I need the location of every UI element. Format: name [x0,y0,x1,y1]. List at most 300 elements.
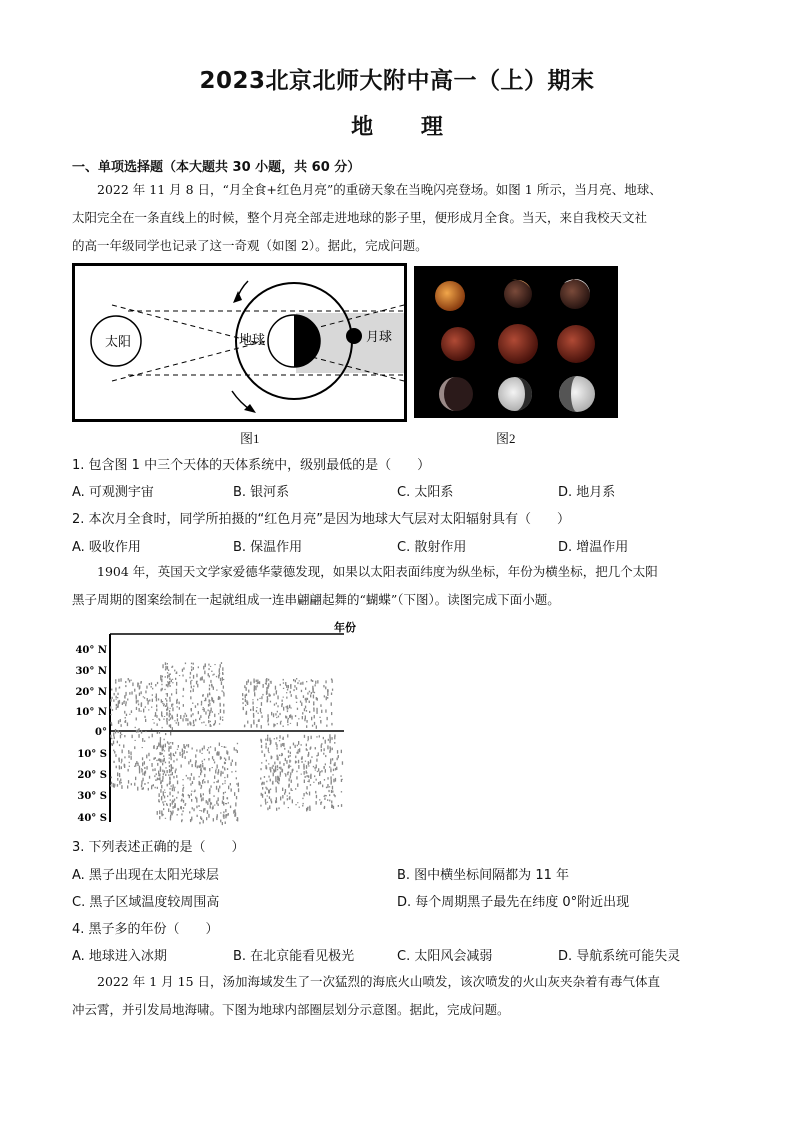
sunspot-speck [253,708,254,711]
sunspot-speck [214,776,215,779]
sunspot-speck [306,771,307,774]
sunspot-speck [176,689,177,691]
sunspot-speck [213,818,214,821]
question-2-option-c[interactable]: C. 散射作用 [397,540,467,555]
sunspot-speck [195,765,196,767]
sunspot-speck [318,768,319,771]
sunspot-speck [114,784,115,787]
sunspot-speck [222,717,223,718]
sunspot-speck [203,722,204,724]
sunspot-speck [185,803,186,804]
sunspot-speck [136,730,137,733]
sunspot-speck [113,741,114,745]
sunspot-speck [163,755,164,757]
sunspot-speck [199,810,200,811]
sunspot-speck [179,702,180,705]
sunspot-speck [319,799,320,800]
sunspot-speck [157,811,158,815]
question-3-option-a[interactable]: A. 黑子出现在太阳光球层 [72,868,219,883]
sunspot-speck [267,737,268,741]
sunspot-speck [225,780,226,781]
question-3-option-d[interactable]: D. 每个周期黑子最先在纬度 0°附近出现 [397,895,630,910]
sunspot-speck [167,693,168,697]
sunspot-speck [222,766,223,769]
sunspot-speck [149,760,150,761]
sunspot-speck [224,746,225,748]
sunspot-speck [127,699,128,701]
sunspot-speck [329,740,330,744]
sunspot-speck [296,678,297,680]
sunspot-speck [327,745,328,749]
sunspot-speck [172,795,173,797]
sunspot-speck [191,799,192,802]
sunspot-speck [270,779,271,782]
sunspot-speck [309,779,310,782]
sunspot-speck [162,753,163,755]
sunspot-speck [305,776,306,778]
sunspot-speck [267,699,268,702]
sunspot-speck [223,814,224,817]
sunspot-speck [261,745,262,748]
sunspot-speck [201,704,202,706]
sunspot-speck [163,745,164,749]
sunspot-speck [317,698,318,700]
sunspot-speck [218,788,219,792]
sunspot-speck [164,689,165,690]
sunspot-speck [193,675,194,679]
question-4-option-a[interactable]: A. 地球进入冰期 [72,949,167,964]
sunspot-speck [298,760,299,764]
sunspot-speck [219,670,220,673]
sunspot-speck [174,755,175,756]
sunspot-speck [192,713,193,715]
sunspot-speck [318,782,319,785]
sunspot-speck [319,772,320,776]
moon-circle [346,328,362,344]
sunspot-speck [227,797,228,799]
sunspot-speck [158,698,159,700]
sunspot-speck [286,760,287,764]
sunspot-speck [224,783,225,784]
sunspot-speck [324,807,325,809]
sunspot-speck [288,772,289,773]
sunspot-speck [283,726,284,728]
sunspot-speck [165,774,166,776]
sunspot-speck [139,708,140,712]
sunspot-speck [324,779,325,781]
sunspot-speck [191,666,192,667]
sunspot-speck [169,678,170,681]
sunspot-speck [288,785,289,788]
sunspot-speck [193,667,194,670]
sunspot-speck [314,775,315,777]
sunspot-speck [175,804,176,808]
sunspot-speck [211,708,212,712]
sunspot-speck [183,800,184,803]
sunspot-speck [208,747,209,748]
sunspot-speck [301,744,302,746]
sunspot-speck [312,725,313,727]
sunspot-speck [315,791,316,794]
sunspot-speck [183,667,184,669]
sunspot-speck [204,781,205,783]
sunspot-speck [182,675,183,677]
sunspot-speck [182,695,183,697]
sunspot-speck [219,786,220,789]
sunspot-speck [298,718,299,719]
sunspot-speck [123,745,124,748]
sunspot-speck [268,723,269,725]
sunspot-speck [315,681,316,684]
sunspot-speck [310,747,311,749]
sunspot-speck [191,791,192,792]
sunspot-speck [167,784,168,787]
question-1-option-a[interactable]: A. 可观测宇宙 [72,485,154,500]
sunspot-speck [129,680,130,683]
sunspot-speck [315,770,316,771]
sunspot-speck [129,762,130,763]
sunspot-speck [143,696,144,697]
sunspot-speck [137,787,138,791]
sunspot-speck [171,757,172,760]
question-2-option-b[interactable]: B. 保温作用 [233,540,303,555]
sunspot-speck [228,813,229,816]
sunspot-speck [141,768,142,769]
sunspot-speck [110,735,111,738]
sunspot-speck [196,674,197,678]
sunspot-speck [162,664,163,668]
moon-label: 月球 [366,330,393,345]
sunspot-speck [143,787,144,789]
sunspot-speck [183,787,184,789]
sunspot-speck [145,706,146,708]
sunspot-speck [148,788,149,791]
sunspot-speck [290,775,291,778]
sunspot-speck [269,791,270,793]
sunspot-speck [162,801,163,803]
sunspot-speck [273,724,274,728]
sunspot-speck [311,717,312,721]
sunspot-speck [323,766,324,768]
sunspot-speck [209,790,210,793]
sunspot-speck [176,691,177,694]
sunspot-speck [125,685,126,687]
sunspot-speck [277,779,278,780]
question-1-option-b[interactable]: B. 银河系 [233,485,290,500]
sunspot-speck [281,721,282,722]
sunspot-speck [156,698,157,702]
sunspot-speck [191,817,192,821]
sunspot-speck [169,788,170,790]
sunspot-speck [331,702,332,705]
sunspot-speck [218,804,219,807]
sunspot-speck [161,785,162,788]
question-1-option-d[interactable]: D. 地月系 [558,485,616,500]
sunspot-speck [130,752,131,756]
sunspot-speck [181,820,182,822]
sunspot-speck [160,782,161,785]
sunspot-speck [208,668,209,670]
sunspot-speck [235,813,236,817]
sunspot-speck [171,769,172,772]
sunspot-speck [267,795,268,796]
question-1-option-c[interactable]: C. 太阳系 [397,485,454,500]
sunspot-speck [222,822,223,825]
sunspot-speck [309,701,310,703]
sunspot-speck [176,672,177,674]
sunspot-speck [159,810,160,814]
sunspot-speck [169,769,170,773]
sunspot-speck [272,782,273,784]
sunspot-speck [268,763,269,764]
sunspot-speck [285,789,286,793]
sunspot-speck [203,666,204,670]
sunspot-speck [250,682,251,686]
sunspot-speck [167,666,168,670]
sunspot-speck [145,691,146,694]
sunspot-speck [244,725,245,727]
sunspot-speck [192,703,193,704]
sunspot-speck [171,693,172,695]
sunspot-speck [193,686,194,688]
sunspot-speck [182,753,183,755]
sunspot-speck [148,737,149,739]
sunspot-speck [316,708,317,712]
sunspot-speck [306,765,307,769]
sunspot-speck [283,697,284,698]
figure-2-moon-photos [414,266,618,418]
sunspot-speck [149,683,150,685]
sunspot-speck [289,778,290,781]
question-2-option-d[interactable]: D. 增温作用 [558,540,629,555]
sunspot-speck [160,759,161,762]
sunspot-speck [169,713,170,714]
sunspot-speck [272,767,273,769]
sunspot-speck [162,715,163,717]
sunspot-speck [165,705,166,707]
sunspot-speck [288,750,289,753]
sunspot-speck [320,771,321,773]
sunspot-speck [126,701,127,704]
sunspot-speck [307,781,308,782]
sunspot-speck [183,704,184,707]
question-2-option-a[interactable]: A. 吸收作用 [72,540,141,555]
ytick-label: 40° N [75,645,107,656]
sunspot-speck [198,666,199,668]
sunspot-speck [290,691,291,694]
sunspot-speck [152,699,153,702]
question-2-stem: 2. 本次月全食时，同学所拍摄的“红色月亮”是因为地球大气层对太阳辐射具有（ ） [72,512,571,527]
sunspot-speck [141,731,142,734]
sunspot-speck [163,793,164,796]
sunspot-speck [246,694,247,696]
question-4-option-b[interactable]: B. 在北京能看见极光 [233,949,355,964]
sunspot-speck [337,750,338,754]
sunspot-speck [145,719,146,722]
sunspot-speck [136,696,137,700]
sunspot-speck [276,744,277,747]
sunspot-speck [276,790,277,792]
sunspot-speck [287,734,288,737]
sunspot-speck [152,719,153,720]
sunspot-speck [341,804,342,807]
sunspot-speck [310,760,311,763]
sunspot-speck [153,758,154,760]
sunspot-speck [302,716,303,719]
sunspot-speck [223,710,224,714]
sunspot-speck [248,679,249,682]
sunspot-speck [235,771,236,772]
sunspot-speck [290,723,291,724]
sunspot-speck [202,797,203,800]
sunspot-speck [283,743,284,747]
sunspot-speck [266,743,267,745]
sunspot-speck [164,770,165,773]
sunspot-speck [121,766,122,769]
sunspot-speck [331,804,332,808]
sunspot-speck [165,762,166,764]
sunspot-speck [183,744,184,748]
sunspot-speck [291,788,292,791]
question-3-option-b[interactable]: B. 图中横坐标间隔都为 11 年 [397,868,569,883]
sunspot-speck [164,739,165,741]
sunspot-speck [190,681,191,685]
sunspot-speck [155,697,156,698]
sunspot-speck [155,712,156,716]
sunspot-speck [314,715,315,718]
sunspot-speck [284,748,285,750]
sunspot-speck [195,797,196,799]
sunspot-speck [305,761,306,762]
sunspot-speck [169,778,170,779]
sunspot-speck [280,776,281,777]
sunspot-speck [293,689,294,691]
sunspot-speck [172,742,173,745]
sunspot-speck [199,822,200,824]
sunspot-speck [293,679,294,681]
sunspot-speck [172,707,173,711]
sunspot-speck [279,755,280,757]
sunspot-speck [313,766,314,767]
sunspot-speck [276,801,277,803]
sunspot-speck [192,748,193,750]
sunspot-speck [341,791,342,792]
sunspot-speck [306,744,307,747]
sunspot-speck [299,680,300,681]
sunspot-speck [154,722,155,723]
sunspot-speck [175,770,176,773]
sunspot-speck [269,805,270,809]
sunspot-speck [278,807,279,809]
sunspot-speck [159,731,160,734]
sunspot-speck [159,752,160,755]
sunspot-speck [325,755,326,757]
sunspot-speck [283,763,284,766]
sunspot-speck [330,762,331,763]
sunspot-speck [222,719,223,721]
question-4-option-c[interactable]: C. 太阳风会减弱 [397,949,493,964]
sunspot-speck [161,689,162,692]
sunspot-speck [147,701,148,704]
sunspot-speck [116,766,117,769]
sunspot-speck [135,777,136,780]
sunspot-speck [177,781,178,785]
sunspot-speck [230,783,231,785]
sunspot-speck [342,761,343,765]
sunspot-speck [164,716,165,717]
sunspot-speck [331,782,332,785]
sunspot-speck [155,779,156,781]
sunspot-speck [168,808,169,812]
sunspot-speck [218,713,219,714]
sunspot-speck [111,782,112,785]
sunspot-speck [124,711,125,714]
sunspot-speck [138,729,139,732]
sunspot-speck [306,720,307,723]
sunspot-speck [166,700,167,702]
sunspot-speck [167,663,168,665]
sunspot-speck [262,694,263,696]
figure-1-eclipse-diagram [72,263,408,423]
sunspot-speck [128,750,129,752]
sunspot-speck [271,801,272,804]
sunspot-speck [268,749,269,751]
sunspot-speck [182,779,183,780]
sunspot-speck [332,689,333,691]
sunspot-speck [140,682,141,684]
sunspot-speck [197,815,198,817]
sunspot-speck [308,761,309,765]
sunspot-speck [146,686,147,689]
sunspot-speck [213,687,214,690]
sunspot-speck [186,751,187,753]
sunspot-speck [155,757,156,759]
sunspot-speck [173,760,174,762]
sunspot-speck [189,811,190,813]
sunspot-speck [260,768,261,770]
sunspot-speck [197,703,198,705]
sunspot-speck [296,776,297,779]
sunspot-speck [178,722,179,726]
sunspot-speck [202,763,203,765]
sunspot-speck [172,767,173,769]
sunspot-speck [167,721,168,725]
question-3-option-c[interactable]: C. 黑子区域温度较周围高 [72,895,220,910]
sunspot-speck [285,758,286,761]
sunspot-speck [220,705,221,706]
sunspot-speck [207,801,208,805]
sunspot-speck [296,771,297,773]
sunspot-speck [117,772,118,776]
sunspot-speck [210,724,211,727]
sunspot-speck [327,777,328,779]
sunspot-speck [269,738,270,742]
sunspot-speck [290,752,291,754]
sunspot-speck [160,737,161,740]
sunspot-speck [172,772,173,775]
sunspot-speck [149,700,150,702]
question-4-option-d[interactable]: D. 导航系统可能失灵 [558,949,681,964]
sunspot-speck [158,771,159,775]
sunspot-speck [167,684,168,687]
sunspot-speck [195,705,196,708]
sunspot-speck [257,680,258,684]
sunspot-speck [140,711,141,712]
butterfly-xlabel: 年份 [334,621,356,634]
sunspot-speck [331,737,332,740]
sunspot-speck [174,788,175,791]
sunspot-speck [178,808,179,810]
